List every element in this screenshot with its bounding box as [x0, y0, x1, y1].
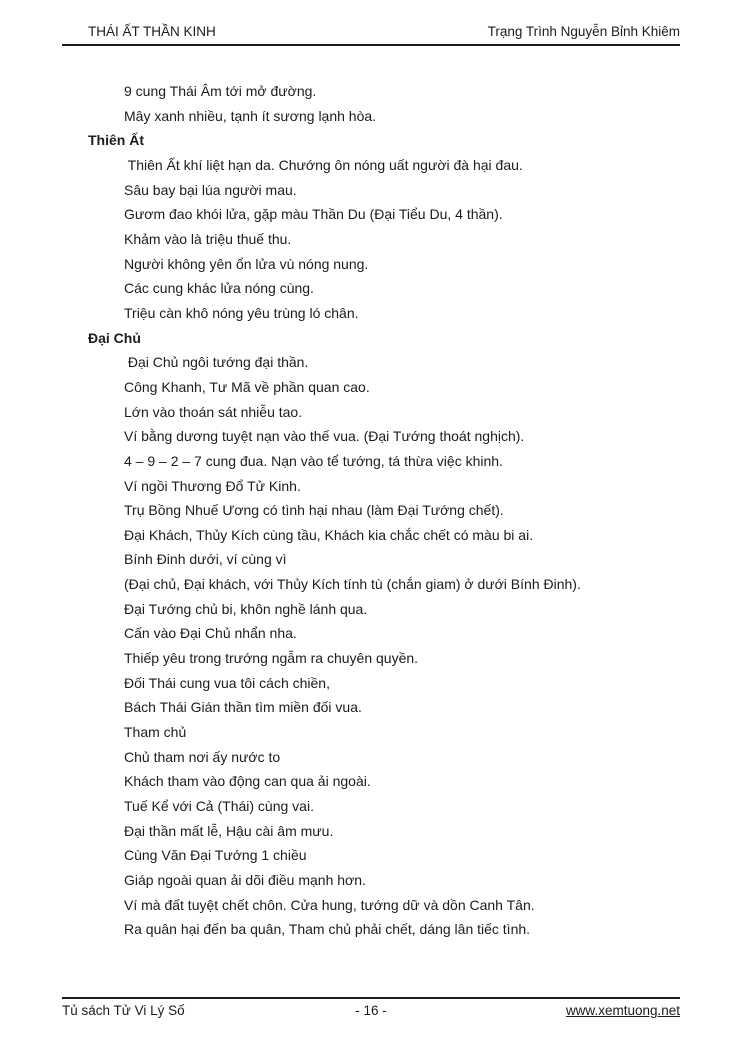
text-line: Gươm đao khói lửa, gặp màu Thần Du (Đại Tiểu Du, 4 thần).: [124, 206, 503, 223]
text-line: Đại thần mất lễ, Hậu cài âm mưu.: [124, 822, 334, 839]
text-line: Bách Thái Gián thần tìm miền đối vua.: [124, 699, 362, 716]
header-author: Trạng Trình Nguyễn Bỉnh Khiêm: [487, 24, 680, 39]
text-line: Lớn vào thoán sát nhiễu tao.: [124, 403, 303, 420]
content-lines: [88, 79, 688, 942]
text-line: (Đại chủ, Đại khách, với Thủy Kích tính tù (chắn giam) ở dưới Bính Đinh).: [124, 576, 581, 593]
text-line: Cấn vào Đại Chủ nhẩn nha.: [124, 625, 297, 642]
text-line: Trụ Bồng Nhuế Ương có tình hại nhau (làm Đại Tướng chết).: [124, 502, 504, 519]
text-line: Mây xanh nhiều, tạnh ít sương lạnh hòa.: [124, 107, 377, 124]
header-book-title: THÁI ẤT THẦN KINH: [88, 24, 216, 39]
footer-page-number: - 16 -: [355, 1003, 387, 1018]
text-line: Ra quân hại đến ba quân, Tham chủ phải chết, dáng lân tiếc tình.: [124, 921, 531, 938]
text-line: Sâu bay bại lúa người mau.: [124, 181, 297, 198]
footer-website-link[interactable]: www.xemtuong.net: [565, 1003, 680, 1018]
text-line: Đối Thái cung vua tôi cách chiền,: [124, 674, 330, 691]
text-line: Ví ngồi Thương Đổ Tử Kinh.: [124, 477, 301, 494]
text-line: Thiếp yêu trong trướng ngẫm ra chuyên quyền.: [124, 650, 419, 667]
page-header: [62, 24, 680, 46]
text-line: Tham chủ: [124, 724, 187, 741]
text-line: Đại Tướng chủ bi, khôn nghề lánh qua.: [124, 600, 368, 617]
footer-right-cell: [474, 1003, 680, 1018]
text-line: Ví bằng dương tuyệt nạn vào thế vua. (Đại Tướng thoát nghịch).: [124, 428, 525, 445]
text-line: Khảm vào là triệu thuế thu.: [124, 230, 292, 247]
text-line: Thiên Ất khí liệt hạn da. Chướng ôn nóng uất người đà hại đau.: [124, 156, 523, 173]
text-line: 4 – 9 – 2 – 7 cung đua. Nạn vào tể tướng, tá thừa việc khinh.: [124, 452, 503, 469]
text-line: Đại Khách, Thủy Kích cùng tầu, Khách kia chắc chết có màu bi ai.: [124, 526, 534, 543]
text-line: Đại Chủ ngôi tướng đại thần.: [124, 354, 309, 371]
text-line: Giáp ngoài quan ải dõi điều mạnh hơn.: [124, 872, 366, 888]
text-line: Ví mà đất tuyệt chết chôn. Cửa hung, tướng dữ và dồn Canh Tân.: [124, 896, 535, 913]
section-heading: Đại Chủ: [88, 329, 141, 346]
text-line: 9 cung Thái Âm tới mở đường.: [124, 83, 317, 99]
text-line: Khách tham vào động can qua ải ngoài.: [124, 773, 371, 790]
footer-series-title: Tủ sách Tử Vi Lý Số: [62, 1003, 185, 1018]
text-line: Công Khanh, Tư Mã về phần quan cao.: [124, 378, 370, 395]
text-line: Chủ tham nơi ấy nước to: [124, 748, 281, 765]
text-line: Tuế Kể với Cả (Thái) cùng vai.: [124, 798, 314, 815]
page-footer: [62, 997, 680, 1018]
text-line: Bính Đinh dưới, ví cùng vì: [124, 551, 287, 568]
text-line: Người không yên ổn lửa vù nóng nung.: [124, 255, 369, 272]
text-line: Triệu càn khô nóng yêu trùng ló chân.: [124, 304, 359, 321]
text-line: Cùng Văn Đại Tướng 1 chiều: [124, 847, 307, 864]
section-heading: Thiên Ất: [88, 132, 144, 149]
text-line: Các cung khác lửa nóng cùng.: [124, 280, 314, 297]
